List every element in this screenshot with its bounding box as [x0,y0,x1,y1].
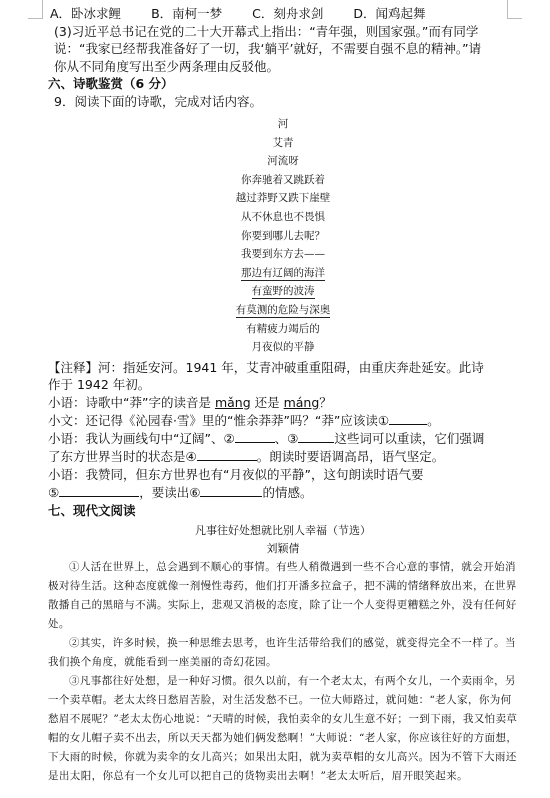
poem-line: 我要到东方去—— [241,248,325,261]
article-title: 凡事往好处想就比别人幸福（节选） [195,523,371,537]
poem-title: 河 [277,118,289,130]
poem-line: 你奔驰着又跳跃着 [241,173,325,186]
pinyin-mang3: mǎng [214,394,251,410]
answer-blank-1[interactable] [389,412,427,425]
dialog-line: 小语：诗歌中“莽”字的读音是 mǎng 还是 máng？ [48,394,332,410]
poem-underlined-line: 那边有辽阔的海洋 [241,266,325,279]
poem [48,115,518,357]
pinyin-mang2: máng [283,394,320,410]
section-heading-poetry: 六、诗歌鉴赏（6 分） [48,76,174,91]
poem-underlined-line: 有莫测的危险与深奥 [235,303,331,316]
poem-author: 艾青 [272,136,294,149]
option-d: D．闻鸡起舞 [353,6,426,21]
answer-blank-3[interactable] [298,430,334,443]
dialog-line: 小语：我赞同，但东方世界也有“月夜似的平静”，这句朗读时语气要 [48,466,424,482]
article-paragraph-2: ②其实，许多时候，换一种思维去思考，也许生活带给我们的感觉，就变得完全不一样了。当我们换个角度，就能看到一座美丽的奇幻花园。 [48,636,516,668]
article-paragraph-1: ①人活在世界上，总会遇到不顺心的事情。有些人稍微遇到一些不合心意的事情，就会开始消极对待生活。这种态度就像一剂慢性毒药，他们打开潘多拉盒子，把不满的情绪释放出来，在世界散播自己的黑暗与不满。实际上，悲观又消极的态度，除了让一个人变得更糟糕之外，没有任何好处。 [48,560,517,630]
dialog [48,394,518,502]
answer-blank-6[interactable] [200,484,262,497]
section-heading-modern-reading: 七、现代文阅读 [48,502,136,518]
article-author: 刘颖倩 [266,541,300,555]
answer-blank-2[interactable] [235,430,275,443]
poem-annotation: 【注释】河：指延安河。1941 年，艾青冲破重重阻碍，由重庆奔赴延安。此诗 作于 1942 年初。 [48,359,484,393]
document-page [48,5,518,786]
poem-underlined-line: 有蛮野的波涛 [251,285,315,298]
answer-blank-4[interactable] [197,448,257,461]
poem-line: 月夜似的平静 [251,341,315,354]
poem-line: 有精疲力竭后的 [246,322,320,335]
option-a: A．卧冰求鲤 [50,6,122,21]
dialog-line: 小语：我认为画线句中“辽阔”、② 、③ 这些词可以重读，它们强调 [48,430,485,446]
question-3-line: 你从不同角度写出至少两条理由反驳他。 [54,58,280,74]
option-b: B．南柯一梦 [151,6,223,21]
poem-line: 越过莽野又跌下崖壁 [235,192,331,205]
article-paragraph-3: ③凡事都往好处想，是一种好习惯。很久以前，有一个老太太，有两个女儿，一个卖雨伞，另一个卖草帽。老太太终日愁眉苦脸，对生活发愁不已。一位大师路过，就问她：“老人家，你为何愁眉不展呢？”老太太伤心地说：“天晴的时候，我怕卖伞的女儿生意不好；一到下雨，我又怕卖草帽的女儿帽子卖不出去，所以天天都为她们俩发愁啊！”大师说：“老人家，你应该往好的方面想，下大雨的时候，你就为卖伞的女儿高兴；如果出太阳，就为卖草帽的女儿高兴。因为不管下大雨还是出太阳，你总有一个女儿可以把自己的货物卖出去啊！”老太太听后，眉开眼笑起来。 [48,674,518,782]
question-3-line: 说：“我家已经帮我准备好了一切，我‘躺平’就好，不需要自强不息的精神。”请 [54,41,482,56]
option-c: C．刻舟求剑 [252,6,324,21]
question-3-line: (3)习近平总书记在党的二十大开幕式上指出：“青年强，则国家强。”而有同学 [54,23,479,39]
dialog-line: 小文：还记得《沁园春·雪》里的“惟余莽莽”吗？“莽”应该读① 。 [48,412,440,428]
poem-line: 河流呀 [267,155,299,168]
question-3 [54,23,518,76]
poem-line: 从不休息也不畏惧 [241,210,325,223]
dialog-line: 了东方世界当时的状态是④ 。朗读时要语调高昂，语气坚定。 [48,448,445,464]
poem-line: 你要到哪儿去呢？ [241,229,325,242]
question-9-prompt: 9．阅读下面的诗歌，完成对话内容。 [54,94,262,109]
dialog-line: ⑤ ，要读出⑥ 的情感。 [48,484,313,500]
answer-blank-5[interactable] [59,484,139,497]
answer-options [50,5,518,23]
page-corner-mark-left [28,0,43,19]
